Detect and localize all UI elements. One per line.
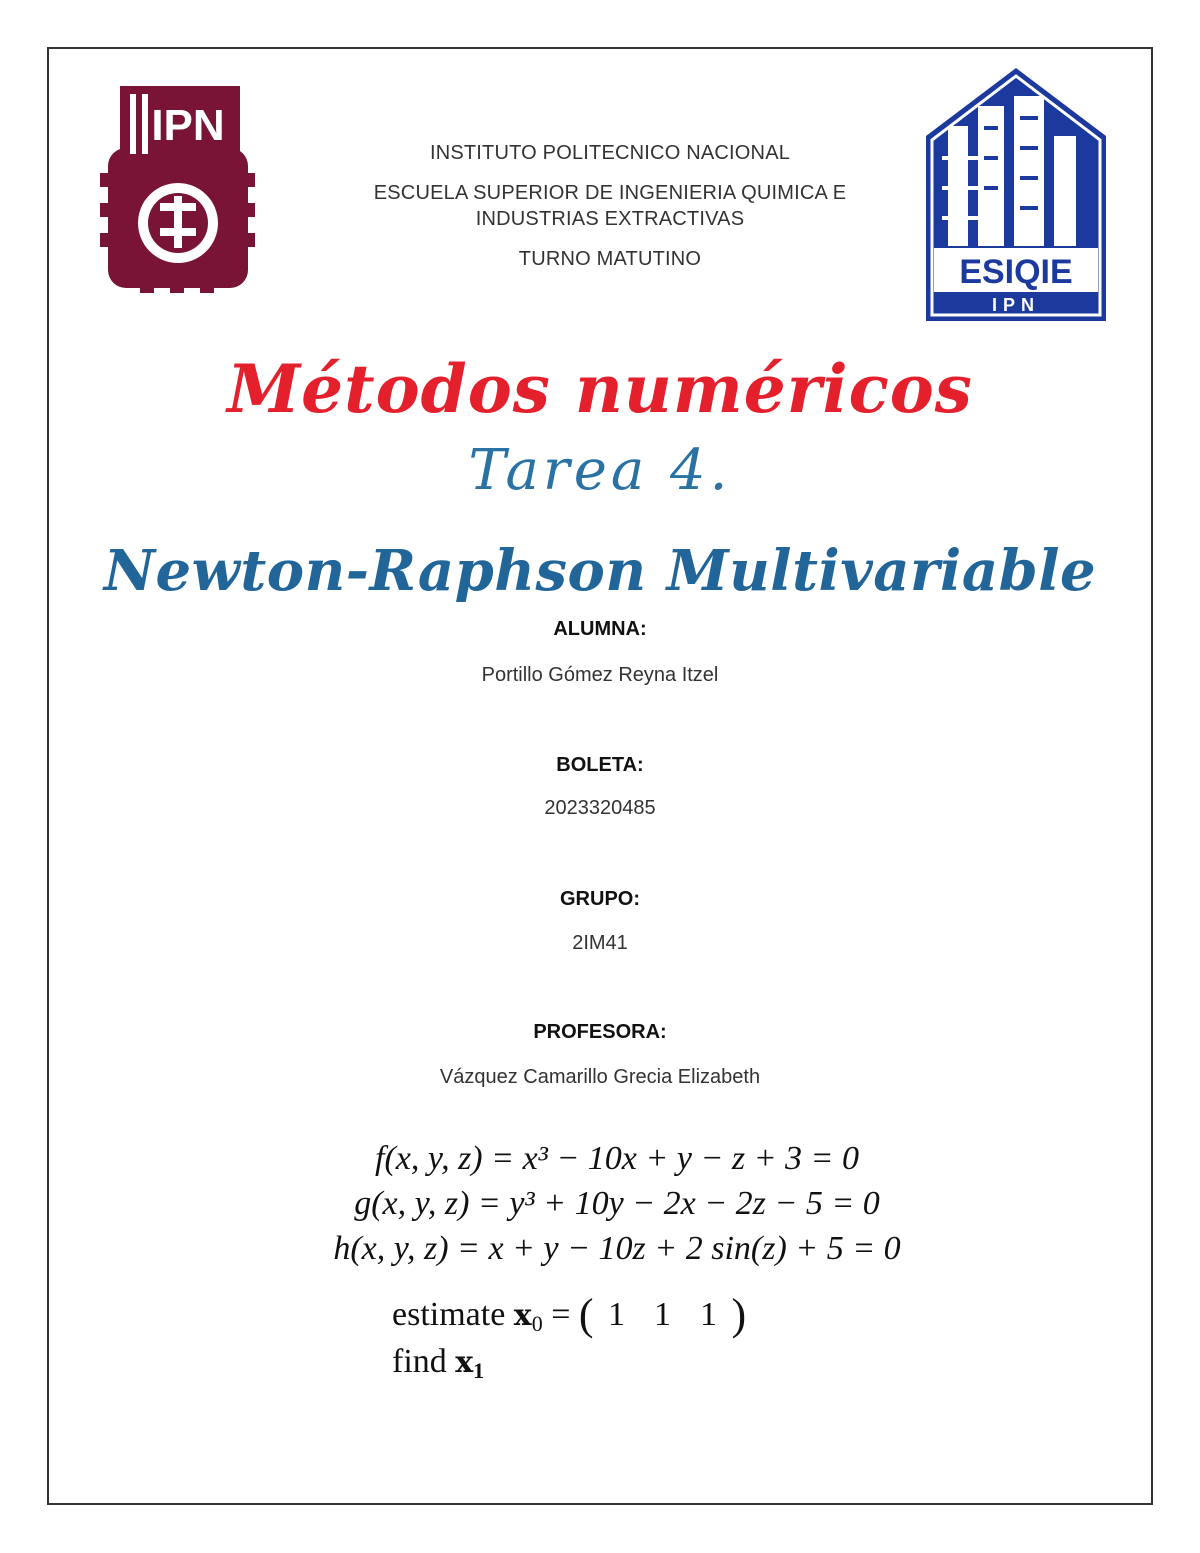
find-line xyxy=(392,1343,746,1390)
institute-name: INSTITUTO POLITECNICO NACIONAL xyxy=(429,142,791,164)
estimate-vector-sub: 0 xyxy=(531,1311,543,1336)
group-value: 2IM41 xyxy=(572,932,628,954)
estimate-value: 1 xyxy=(700,1296,718,1333)
esiqie-logo xyxy=(920,66,1112,324)
equation-system xyxy=(0,1136,1200,1271)
school-name: ESCUELA SUPERIOR DE INGENIERIA QUIMICA E INDUSTRIAS EXTRACTIVAS xyxy=(373,182,847,230)
estimate-block xyxy=(392,1290,747,1390)
boleta-value: 2023320485 xyxy=(544,797,656,819)
equation-h: h(x, y, z) = x + y − 10z + 2 sin(z) + 5 = 0 xyxy=(333,1230,901,1267)
equation-f: f(x, y, z) = x³ − 10x + y − z + 3 = 0 xyxy=(375,1140,859,1177)
estimate-value: 1 xyxy=(608,1296,626,1333)
institution-header xyxy=(300,140,920,272)
main-title: Métodos numéricos xyxy=(227,350,973,428)
find-vector: x xyxy=(455,1345,474,1380)
student-name: Portillo Gómez Reyna Itzel xyxy=(481,664,719,686)
right-paren: ) xyxy=(731,1290,747,1339)
left-paren: ( xyxy=(578,1290,594,1339)
shift-label: TURNO MATUTINO xyxy=(518,248,702,270)
estimate-line xyxy=(392,1290,747,1343)
estimate-value: 1 xyxy=(654,1296,672,1333)
ipn-logo-text: IPN xyxy=(151,101,225,150)
topic-title: Newton-Raphson Multivariable xyxy=(103,538,1097,604)
esiqie-logo-text: ESIQIE xyxy=(959,253,1073,291)
group-label: GRUPO: xyxy=(560,888,640,910)
equation-g: g(x, y, z) = y³ + 10y − 2x − 2z − 5 = 0 xyxy=(354,1185,880,1222)
student-label: ALUMNA: xyxy=(553,618,647,640)
equals-sign: = xyxy=(551,1296,571,1333)
teacher-name: Vázquez Camarillo Grecia Elizabeth xyxy=(439,1066,761,1088)
find-vector-sub: 1 xyxy=(473,1358,485,1383)
assignment-title: Tarea 4. xyxy=(468,438,732,503)
estimate-values xyxy=(594,1296,732,1333)
estimate-word: estimate xyxy=(392,1296,506,1333)
teacher-label: PROFESORA: xyxy=(533,1021,667,1043)
esiqie-logo-subtext: IPN xyxy=(991,295,1041,315)
find-word: find xyxy=(392,1343,447,1380)
ipn-logo xyxy=(100,78,255,293)
estimate-vector: x xyxy=(513,1298,532,1333)
boleta-label: BOLETA: xyxy=(556,754,644,776)
